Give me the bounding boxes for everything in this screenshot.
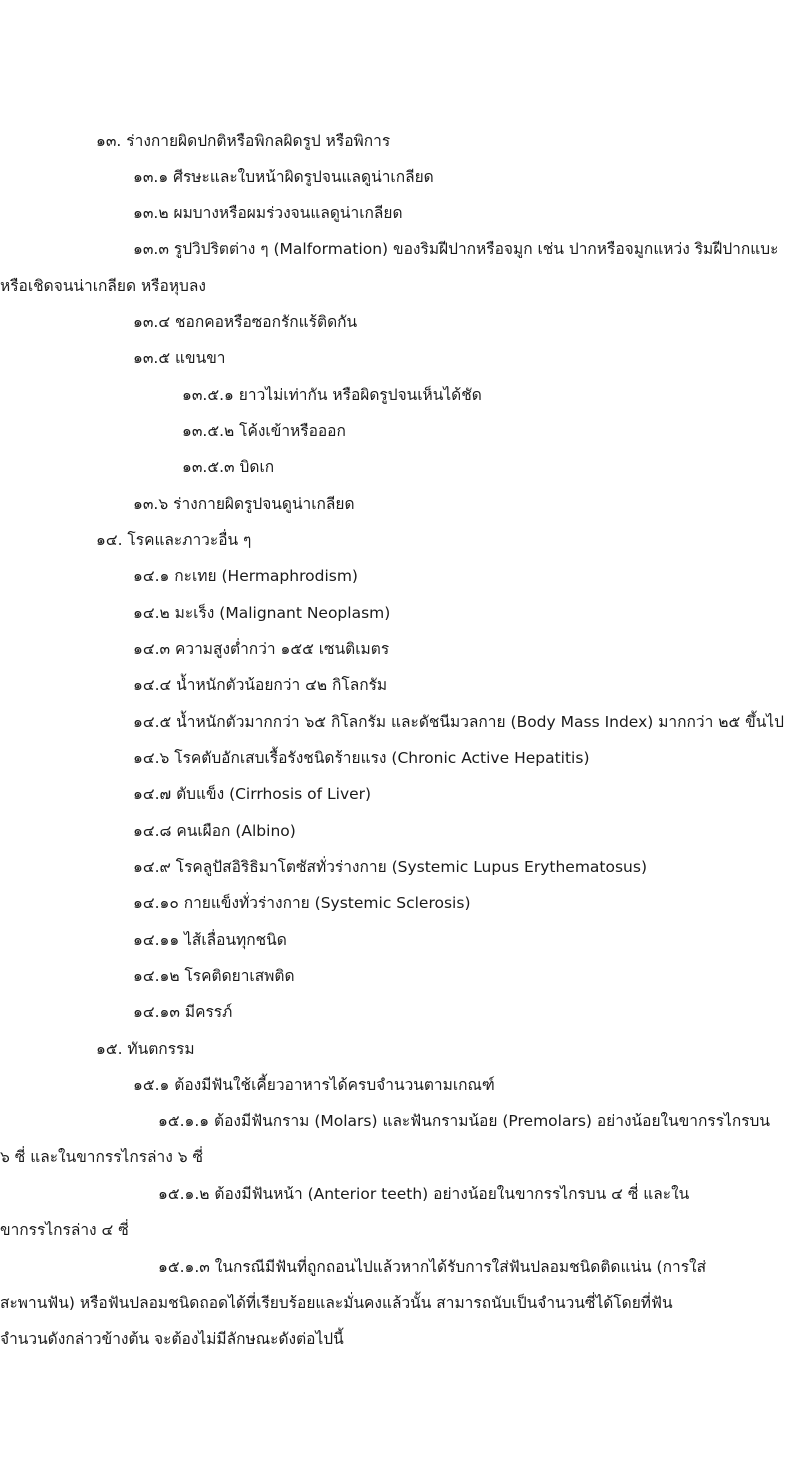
- item-15-1-3: ๑๕.๑.๓ ในกรณีมีฟันที่ถูกถอนไปแล้วหากได้รับการใส่ฟันปลอมชนิดติดแน่น (การใส่: [158, 1258, 707, 1276]
- item-15-1-2: ๑๕.๑.๒ ต้องมีฟันหน้า (Anterior teeth) อย่างน้อยในขากรรไกรบน ๔ ซี่ และใน: [158, 1185, 690, 1203]
- item-13-5: ๑๓.๕ แขนขา: [133, 349, 226, 367]
- item-15-1-1: ๑๕.๑.๑ ต้องมีฟันกราม (Molars) และฟันกรามน้อย (Premolars) อย่างน้อยในขากรรไกรบน: [158, 1112, 770, 1130]
- item-14-1: ๑๔.๑ กะเทย (Hermaphrodism): [133, 567, 358, 585]
- item-13-5-3: ๑๓.๕.๓ บิดเก: [182, 458, 275, 476]
- section-14-heading: ๑๔. โรคและภาวะอื่น ๆ: [96, 531, 252, 549]
- item-13-1: ๑๓.๑ ศีรษะและใบหน้าผิดรูปจนแลดูน่าเกลียด: [133, 168, 434, 186]
- item-13-5-1: ๑๓.๕.๑ ยาวไม่เท่ากัน หรือผิดรูปจนเห็นได้ชัด: [182, 386, 482, 404]
- item-14-3: ๑๔.๓ ความสูงต่ำกว่า ๑๕๕ เซนติเมตร: [133, 640, 390, 658]
- section-15-heading: ๑๕. ทันตกรรม: [96, 1040, 195, 1058]
- item-14-13: ๑๔.๑๓ มีครรภ์: [133, 1003, 233, 1021]
- item-14-12: ๑๔.๑๒ โรคติดยาเสพติด: [133, 967, 295, 985]
- item-15-1-2-continued: ขากรรไกรล่าง ๔ ซี่: [0, 1221, 129, 1239]
- item-13-6: ๑๓.๖ ร่างกายผิดรูปจนดูน่าเกลียด: [133, 495, 355, 513]
- item-15-1-3-continued: สะพานฟัน) หรือฟันปลอมชนิดถอดได้ที่เรียบร้อยและมั่นคงแล้วนั้น สามารถนับเป็นจำนวนซี่ได้โดยที่ฟัน: [0, 1294, 673, 1312]
- item-13-3-continued: หรือเชิดจนน่าเกลียด หรือหุบลง: [0, 277, 206, 295]
- item-14-11: ๑๔.๑๑ ไส้เลื่อนทุกชนิด: [133, 931, 287, 949]
- item-13-2: ๑๓.๒ ผมบางหรือผมร่วงจนแลดูน่าเกลียด: [133, 204, 403, 222]
- item-14-10: ๑๔.๑๐ กายแข็งทั่วร่างกาย (Systemic Sclerosis): [133, 894, 471, 912]
- item-14-8: ๑๔.๘ คนเผือก (Albino): [133, 822, 296, 840]
- item-15-1-3-continued-2: จำนวนดังกล่าวข้างต้น จะต้องไม่มีลักษณะดังต่อไปนี้: [0, 1330, 344, 1348]
- item-14-7: ๑๔.๗ ตับแข็ง (Cirrhosis of Liver): [133, 785, 372, 803]
- item-14-5: ๑๔.๕ น้ำหนักตัวมากกว่า ๖๕ กิโลกรัม และดัชนีมวลกาย (Body Mass Index) มากกว่า ๒๕ ขึ้นไป: [133, 713, 784, 731]
- item-15-1: ๑๕.๑ ต้องมีฟันใช้เคี้ยวอาหารได้ครบจำนวนตามเกณฑ์: [133, 1076, 495, 1094]
- item-13-3: ๑๓.๓ รูปวิปริตต่าง ๆ (Malformation) ของริมฝีปากหรือจมูก เช่น ปากหรือจมูกแหว่ง ริมฝีปากแบะ: [133, 240, 779, 258]
- item-14-4: ๑๔.๔ น้ำหนักตัวน้อยกว่า ๔๒ กิโลกรัม: [133, 676, 388, 694]
- item-15-1-1-continued: ๖ ซี่ และในขากรรไกรล่าง ๖ ซี่: [0, 1148, 204, 1166]
- item-14-6: ๑๔.๖ โรคตับอักเสบเรื้อรังชนิดร้ายแรง (Chronic Active Hepatitis): [133, 749, 590, 767]
- section-13-heading: ๑๓. ร่างกายผิดปกติหรือพิกลผิดรูป หรือพิการ: [96, 132, 391, 150]
- item-13-4: ๑๓.๔ ชอกคอหรือซอกรักแร้ติดกัน: [133, 313, 358, 331]
- item-14-2: ๑๔.๒ มะเร็ง (Malignant Neoplasm): [133, 604, 391, 622]
- item-14-9: ๑๔.๙ โรคลูปัสอิริธิมาโตซัสทั่วร่างกาย (Systemic Lupus Erythematosus): [133, 858, 648, 876]
- item-13-5-2: ๑๓.๕.๒ โค้งเข้าหรือออก: [182, 422, 346, 440]
